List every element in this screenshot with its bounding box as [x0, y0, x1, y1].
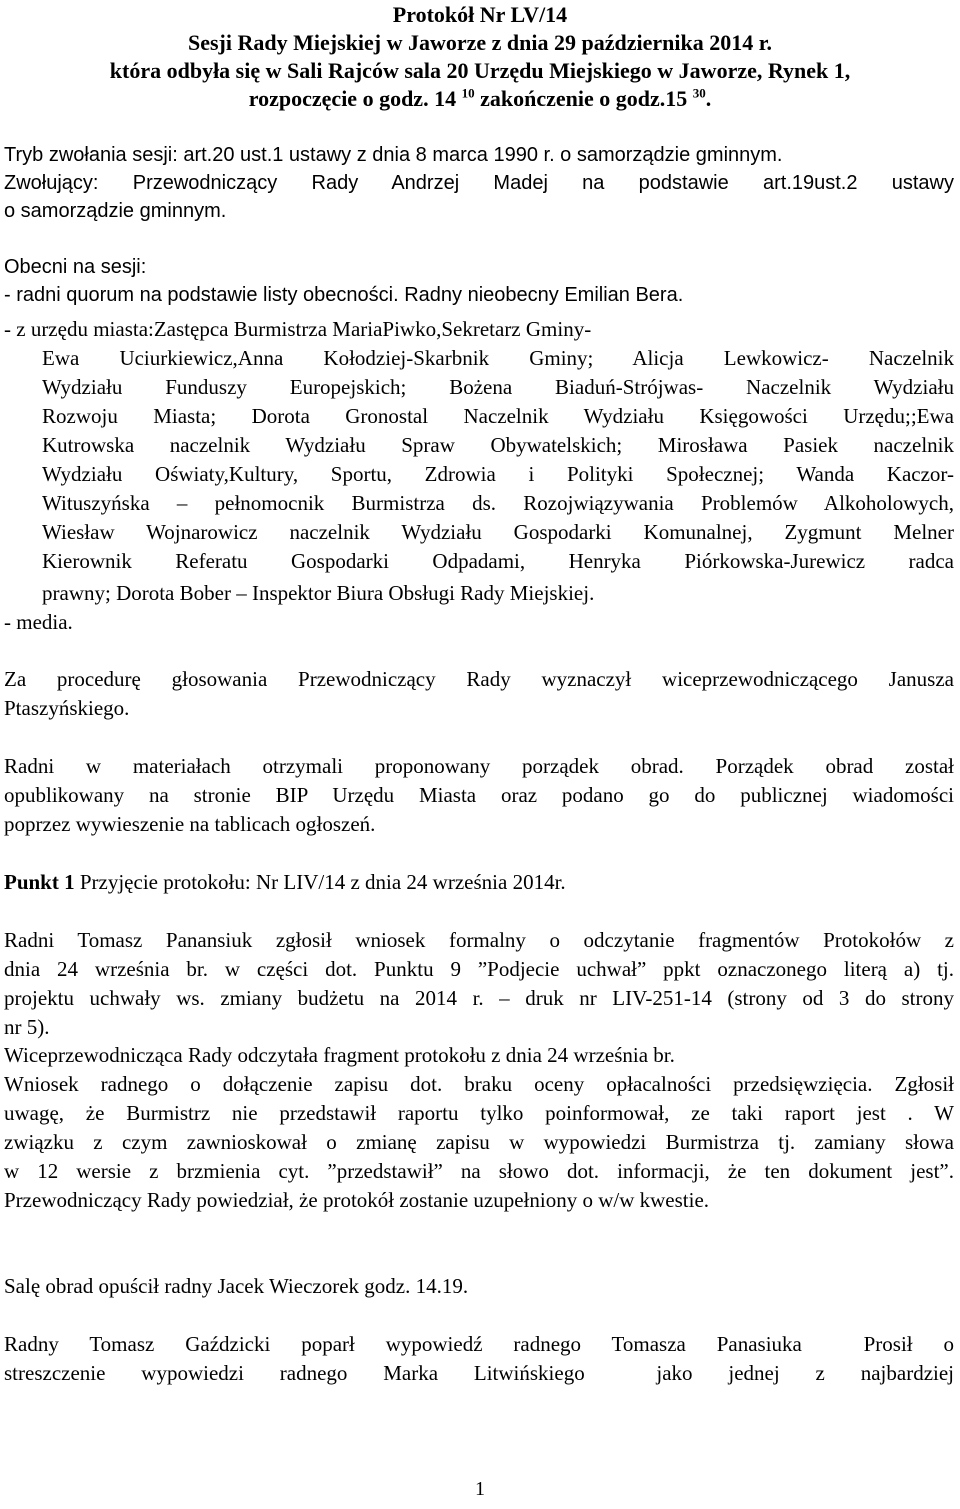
wniosek-line: [4, 927, 954, 953]
gazdzicki-line-2-text: streszczenie wypowiedzi radnego Marka Litwińskiego jako jednej z najbardziej: [4, 1361, 954, 1385]
wniosek-line-text: Radni Tomasz Panansiuk zgłosił wniosek formalny o odczytanie fragmentów Protokołów z: [4, 928, 954, 952]
obecni-urzad-line-text: Ewa Uciurkiewicz,Anna Kołodziej-Skarbnik Gminy; Alicja Lewkowicz- Naczelnik: [42, 346, 954, 370]
wniosek-2-line-text: w 12 wersie z brzmienia cyt. ”przedstawił” na słowo dot. informacji, że ten dokument jest”.: [4, 1159, 954, 1183]
tryb-line-2: [4, 170, 954, 196]
materialy-line-2-text: opublikowany na stronie BIP Urzędu Miasta oraz podano go do publicznej wiadomości: [4, 783, 954, 807]
obecni-urzad-line: [42, 345, 954, 371]
wniosek-odczytala: Wiceprzewodnicząca Rady odczytała fragment protokołu z dnia 24 września br.: [4, 1043, 675, 1067]
obecni-urzad-last: prawny; Dorota Bober – Inspektor Biura Obsługi Rady Miejskiej.: [42, 581, 595, 605]
tryb-line-3: o samorządzie gminnym.: [4, 200, 227, 222]
opuscil-line: Salę obrad opuścił radny Jacek Wieczorek godz. 14.19.: [4, 1274, 469, 1298]
wniosek-2-line: [4, 1071, 954, 1097]
wniosek-2-line: [4, 1158, 954, 1184]
gazdzicki-line-1-text: Radny Tomasz Gaździcki poparł wypowiedź radnego Tomasza Panasiuka Prosił o: [4, 1332, 954, 1356]
obecni-urzad-line: [42, 403, 954, 429]
obecni-urzad-line-text: Wydziału Oświaty,Kultury, Sportu, Zdrowia i Polityki Społecznej; Wanda Kaczor-: [42, 462, 954, 486]
wniosek-last-2: Przewodniczący Rady powiedział, że protokół zostanie uzupełniony o w/w kwestie.: [4, 1188, 710, 1212]
obecni-urzad-line-text: Rozwoju Miasta; Dorota Gronostal Naczelnik Wydziału Księgowości Urzędu;;Ewa: [42, 404, 954, 428]
wniosek-line: [4, 956, 954, 982]
materialy-line-3: poprzez wywieszenie na tablicach ogłoszeń.: [4, 812, 376, 836]
gazdzicki-line-1: [4, 1331, 954, 1357]
materialy-line-1: [4, 753, 954, 779]
venue-line: która odbyła się w Sali Rajców sala 20 Urzędu Miejskiego w Jaworze, Rynek 1,: [109, 58, 851, 83]
tryb-line-1: Tryb zwołania sesji: art.20 ust.1 ustawy z dnia 8 marca 1990 r. o samorządzie gminnym.: [4, 144, 783, 166]
procedura-line-1: [4, 666, 954, 692]
obecni-urzad-line: [42, 432, 954, 458]
obecni-urzad-line: [42, 519, 954, 545]
obecni-urzad-line-text: Wydziału Funduszy Europejskich; Bożena Biaduń-Strójwas- Naczelnik Wydziału: [42, 375, 954, 399]
obecni-urzad-line: [42, 461, 954, 487]
wniosek-2-line: [4, 1129, 954, 1155]
punkt-1-heading: [4, 869, 566, 895]
page-number: 1: [475, 1478, 485, 1500]
obecni-media: - media.: [4, 610, 73, 634]
session-line: Sesji Rady Miejskiej w Jaworze z dnia 29 października 2014 r.: [188, 30, 772, 55]
obecni-urzad-line-text: Kutrowska naczelnik Wydziału Spraw Obywatelskich; Mirosława Pasiek naczelnik: [42, 433, 954, 457]
procedura-line-2: Ptaszyńskiego.: [4, 696, 130, 720]
gazdzicki-line-2: [4, 1360, 954, 1386]
obecni-urzad-line: [42, 548, 954, 574]
wniosek-2-line-text: uwagę, że Burmistrz nie przedstawił raportu tylko poinformował, ze taki raport jest . W: [4, 1101, 954, 1125]
punkt-1-label: Punkt 1: [4, 870, 75, 894]
wniosek-2-line-text: Wniosek radnego o dołączenie zapisu dot. braku oceny opłacalności przedsięwzięcia. Zgłosił: [4, 1072, 954, 1096]
obecni-urzad-line: [42, 490, 954, 516]
materialy-line-1-text: Radni w materiałach otrzymali proponowany porządek obrad. Porządek obrad został: [4, 754, 954, 778]
obecni-urzad-first: - z urzędu miasta:Zastępca Burmistrza MariaPiwko,Sekretarz Gminy-: [4, 317, 592, 341]
wniosek-line: [4, 985, 954, 1011]
wniosek-2-line-text: związku z czym zawnioskował o zmianę zapisu w wypowiedzi Burmistrza tj. zamiany słowa: [4, 1130, 954, 1154]
time-period: .: [705, 86, 712, 111]
wniosek-line-text: projektu uchwały ws. zmiany budżetu na 2014 r. – druk nr LIV-251-14 (strony od 3 do strony: [4, 986, 954, 1010]
obecni-radni: - radni quorum na podstawie listy obecności. Radny nieobecny Emilian Bera.: [4, 284, 684, 306]
obecni-urzad-line: [42, 374, 954, 400]
time-start-label: rozpoczęcie o godz. 14: [248, 86, 462, 111]
obecni-urzad-line-text: Wituszyńska – pełnomocnik Burmistrza ds. Rozojwiązywania Problemów Alkoholowych,: [42, 491, 954, 515]
protocol-title: Protokół Nr LV/14: [392, 2, 568, 27]
obecni-heading: Obecni na sesji:: [4, 256, 147, 278]
time-end-minutes: 30: [692, 85, 706, 101]
wniosek-2-line: [4, 1100, 954, 1126]
wniosek-last: nr 5).: [4, 1015, 50, 1039]
time-end-label: zakończenie o godz.15: [474, 86, 693, 111]
time-start-minutes: 10: [461, 85, 475, 101]
wniosek-line-text: dnia 24 września br. w części dot. Punktu 9 ”Podjecie uchwał” ppkt oznaczonego literą a) tj.: [4, 957, 954, 981]
time-line: [0, 86, 960, 112]
procedura-line-1-text: Za procedurę głosowania Przewodniczący Rady wyznaczył wiceprzewodniczącego Janusza: [4, 667, 954, 691]
tryb-line-2-text: Zwołujący: Przewodniczący Rady Andrzej Madej na podstawie art.19ust.2 ustawy: [4, 172, 954, 194]
punkt-1-text: Przyjęcie protokołu: Nr LIV/14 z dnia 24 września 2014r.: [74, 870, 566, 894]
materialy-line-2: [4, 782, 954, 808]
obecni-urzad-line-text: Wiesław Wojnarowicz naczelnik Wydziału Gospodarki Komunalnej, Zygmunt Melner: [42, 520, 954, 544]
obecni-urzad-line-text: Kierownik Referatu Gospodarki Odpadami, Henryka Piórkowska-Jurewicz radca: [42, 549, 954, 573]
